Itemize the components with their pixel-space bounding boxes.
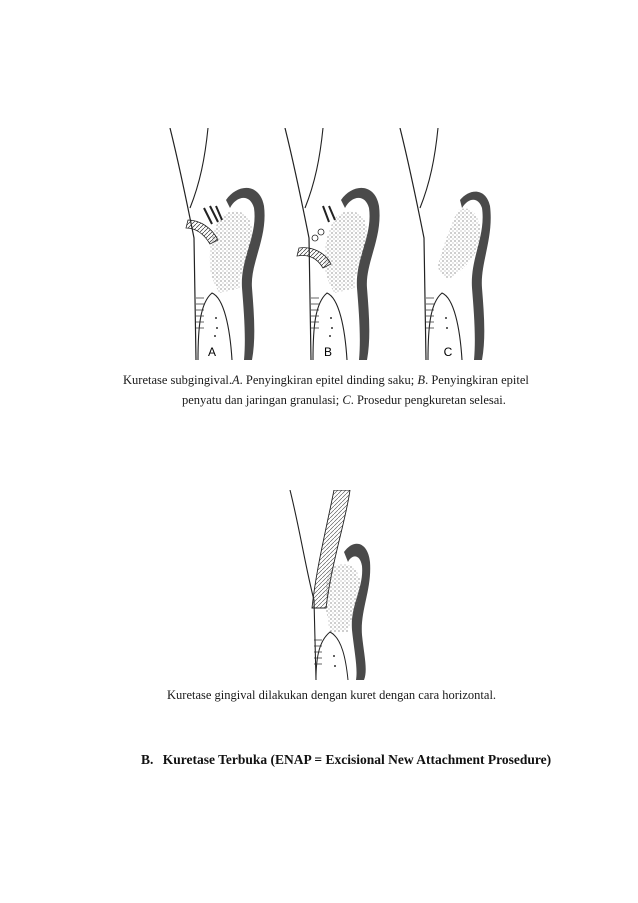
section-heading [141,752,551,768]
figure-2-caption: Kuretase gingival dilakukan dengan kuret dengan cara horizontal. [167,688,497,702]
section-marker: B. [141,752,154,767]
figure-2-illustration [286,490,386,680]
caption-1-line-1 [123,370,543,390]
section-title: Kuretase Terbuka (ENAP = Excisional New Attachment Prosedure) [162,752,552,767]
figure-curettage-gingival [286,490,386,680]
caption-1-b-text: . Penyingkiran epitel [425,373,529,387]
panel-b [285,128,380,360]
figure-1-illustration [160,128,500,360]
panel-label-a: A [207,345,217,359]
caption-1-b-label: B [417,373,426,387]
panel-c [400,128,491,360]
panel-label-c: C [443,345,453,359]
caption-1-line-2 [123,390,543,410]
caption-1-c-text: . Prosedur pengkuretan selesai. [350,393,506,407]
caption-1-a-label: A [232,373,240,387]
panel-a [170,128,265,360]
panel-label-b: B [323,345,333,359]
figure-curettage-subgingival [160,128,500,360]
caption-1-a-text: . Penyingkiran epitel dinding saku; [239,373,418,387]
caption-1-c-label: C [342,393,351,407]
caption-1-prefix: Kuretase subgingival. [123,373,233,387]
caption-1-line2-pre: penyatu dan jaringan granulasi; [182,393,343,407]
figure-1-caption [123,370,543,410]
